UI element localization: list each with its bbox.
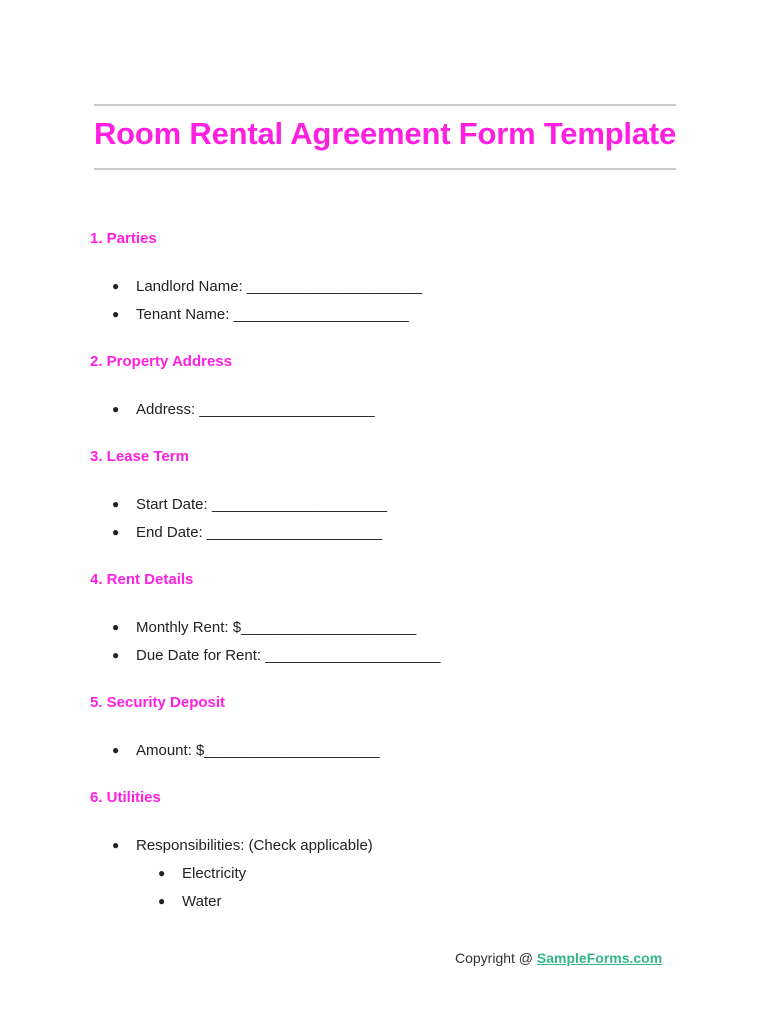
bullet-icon: ● bbox=[112, 402, 120, 416]
fill-in-blank[interactable]: _____________________ bbox=[204, 742, 380, 759]
field-start-date bbox=[112, 496, 387, 513]
bullet-icon: ● bbox=[112, 279, 120, 293]
bullet-icon: ● bbox=[158, 866, 166, 880]
section-heading-parties: 1. Parties bbox=[90, 230, 157, 247]
field-label: Tenant Name: bbox=[136, 306, 230, 323]
fill-in-blank[interactable]: _____________________ bbox=[199, 401, 375, 418]
checkbox-item-water[interactable] bbox=[158, 893, 221, 910]
field-label: End Date: bbox=[136, 524, 203, 541]
title-bottom-rule bbox=[94, 168, 676, 170]
bullet-icon: ● bbox=[112, 525, 120, 539]
bullet-icon: ● bbox=[112, 307, 120, 321]
bullet-icon: ● bbox=[112, 648, 120, 662]
field-label: Landlord Name: bbox=[136, 278, 243, 295]
copyright-prefix: Copyright @ bbox=[455, 950, 537, 966]
field-label: Responsibilities: (Check applicable) bbox=[136, 837, 373, 854]
option-label: Water bbox=[182, 893, 222, 910]
field-label: Address: bbox=[136, 401, 196, 418]
fill-in-blank[interactable]: _____________________ bbox=[233, 306, 409, 323]
section-heading-rent-details: 4. Rent Details bbox=[90, 571, 194, 588]
field-tenant-name bbox=[112, 306, 409, 323]
title-top-rule bbox=[94, 104, 676, 106]
section-heading-security-deposit: 5. Security Deposit bbox=[90, 694, 226, 711]
field-address bbox=[112, 401, 375, 418]
document-title: Room Rental Agreement Form Template bbox=[93, 116, 677, 151]
bullet-icon: ● bbox=[112, 620, 120, 634]
fill-in-blank[interactable]: _____________________ bbox=[265, 647, 441, 664]
option-label: Electricity bbox=[182, 865, 247, 882]
bullet-icon: ● bbox=[112, 743, 120, 757]
field-landlord-name bbox=[112, 278, 422, 295]
checkbox-item-electricity[interactable] bbox=[158, 865, 246, 882]
bullet-icon: ● bbox=[112, 497, 120, 511]
copyright-footer bbox=[455, 950, 662, 966]
bullet-icon: ● bbox=[158, 894, 166, 908]
field-label: Start Date: bbox=[136, 496, 208, 513]
brand-link[interactable]: SampleForms.com bbox=[536, 950, 663, 966]
field-monthly-rent bbox=[112, 619, 416, 636]
section-heading-property-address: 2. Property Address bbox=[90, 353, 232, 370]
field-responsibilities bbox=[112, 837, 373, 854]
field-label: Amount: $ bbox=[136, 742, 205, 759]
fill-in-blank[interactable]: _____________________ bbox=[206, 524, 383, 541]
field-end-date bbox=[112, 524, 382, 541]
bullet-icon: ● bbox=[112, 838, 120, 852]
fill-in-blank[interactable]: _____________________ bbox=[241, 619, 417, 636]
fill-in-blank[interactable]: _____________________ bbox=[211, 496, 388, 513]
fill-in-blank[interactable]: _____________________ bbox=[246, 278, 423, 295]
field-due-date bbox=[112, 647, 440, 664]
section-heading-utilities: 6. Utilities bbox=[90, 789, 161, 806]
field-deposit-amount bbox=[112, 742, 380, 759]
section-heading-lease-term: 3. Lease Term bbox=[90, 448, 189, 465]
field-label: Due Date for Rent: bbox=[136, 647, 262, 664]
field-label: Monthly Rent: $ bbox=[136, 619, 242, 636]
